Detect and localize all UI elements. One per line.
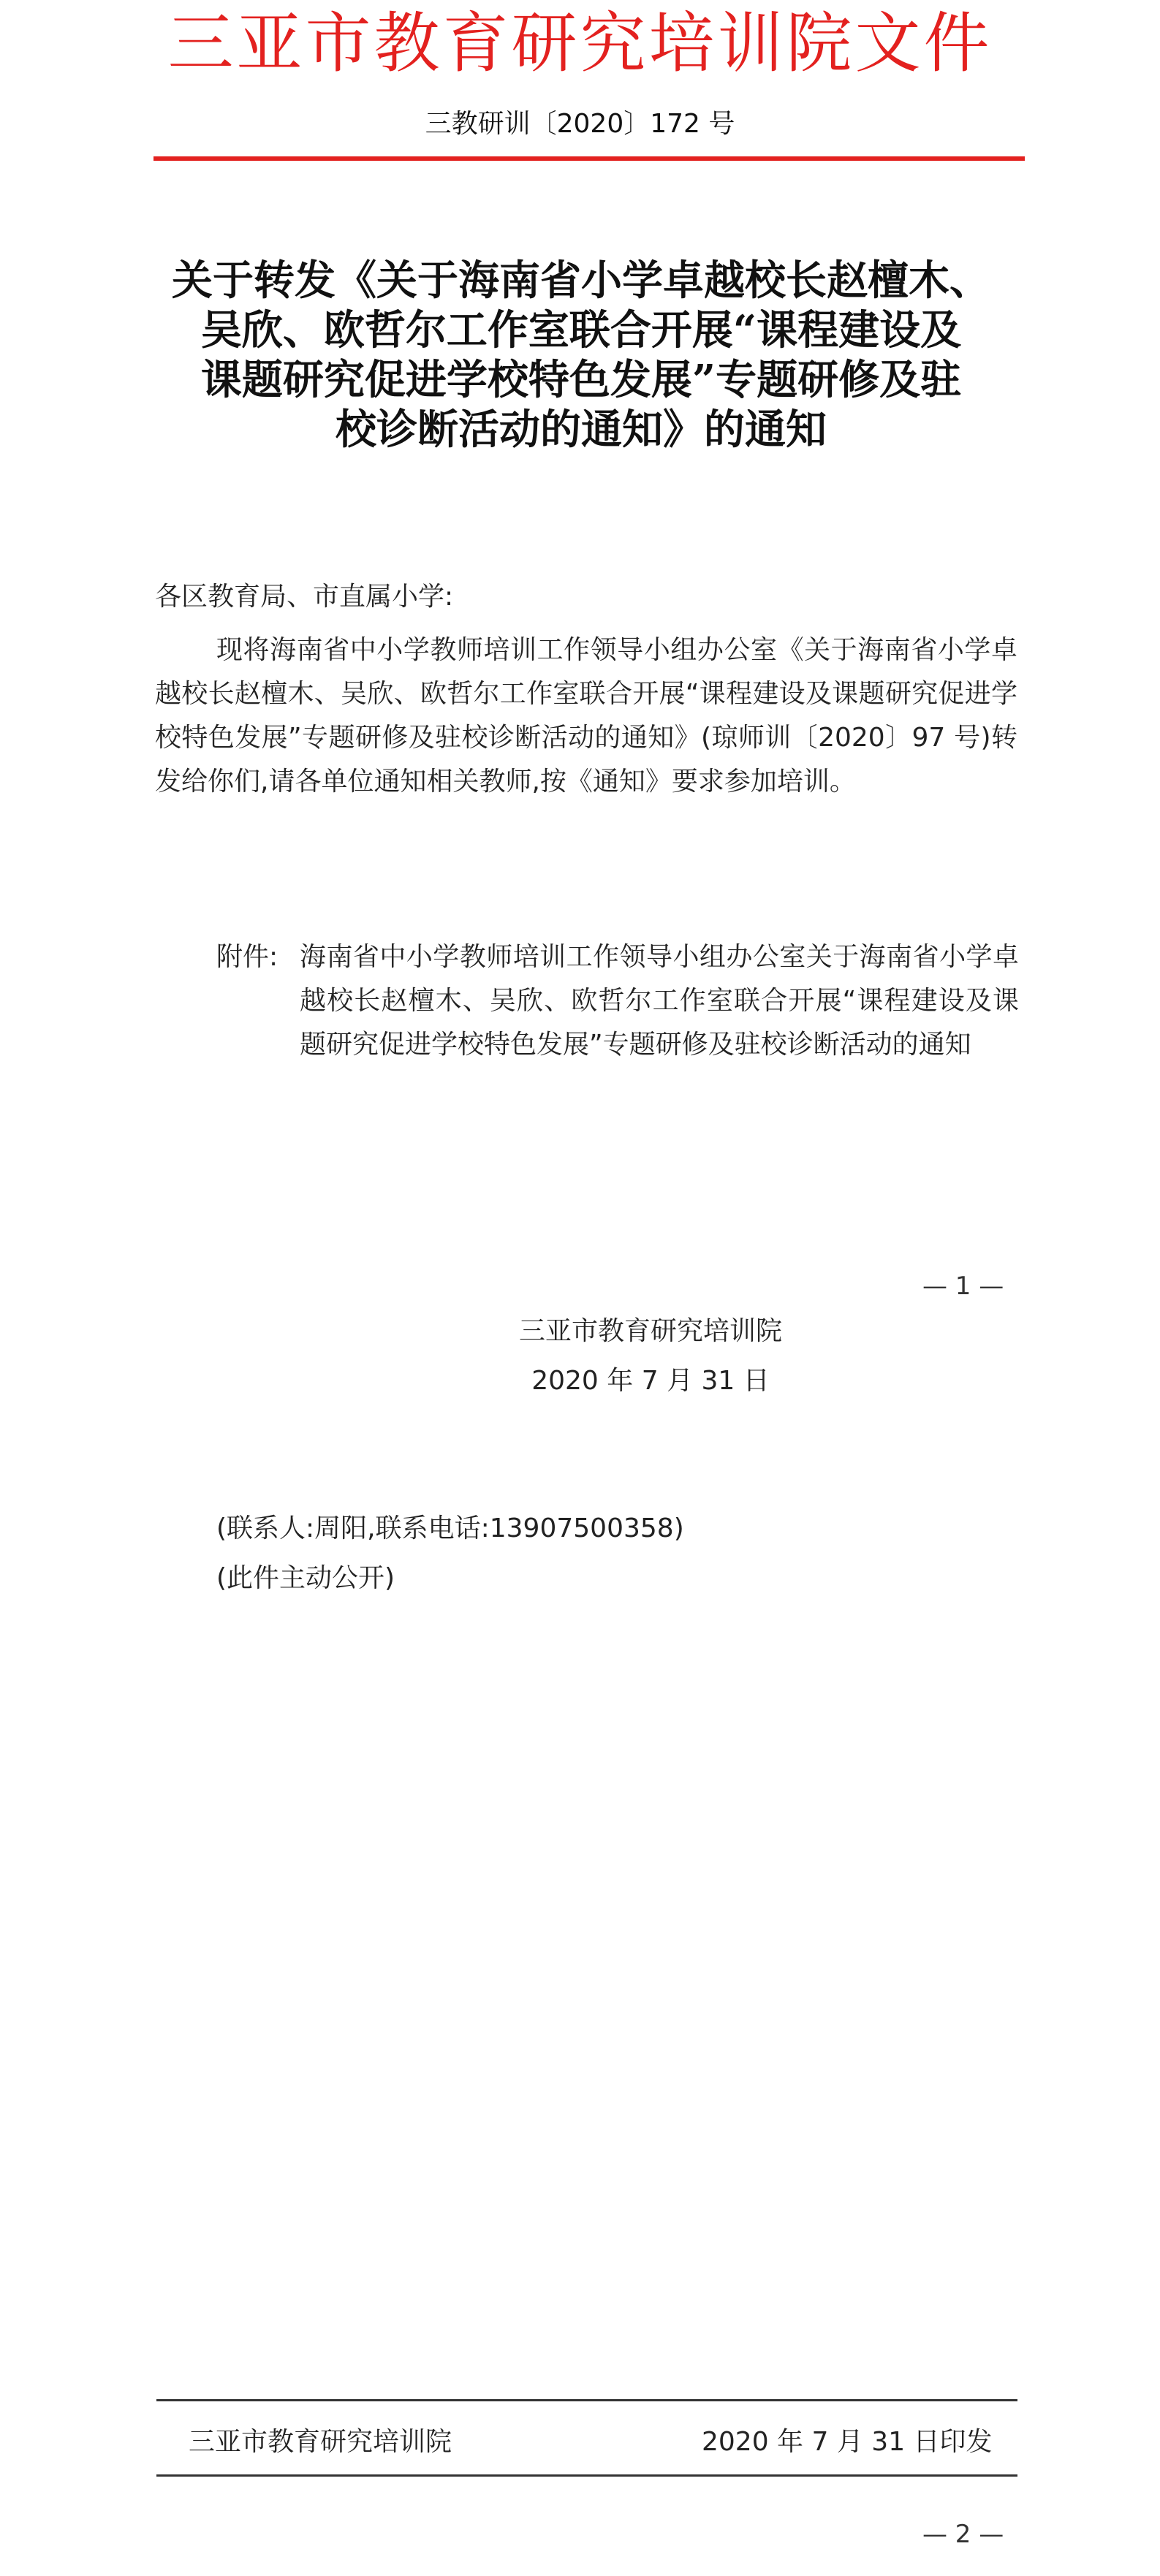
title-line: 吴欣、欧哲尔工作室联合开展“课程建设及 [200, 306, 962, 354]
attachment-label: 附件: [216, 942, 278, 972]
page-number-1: — 1 — [922, 1272, 1004, 1301]
contact-info: (联系人:周阳,联系电话:13907500358) [216, 1513, 684, 1543]
red-separator-line [153, 156, 1025, 161]
document-title [146, 256, 1016, 455]
body-paragraph: 现将海南省中小学教师培训工作领导小组办公室《关于海南省小学卓越校长赵檀木、吴欣、欧哲尔工作室联合开展“课程建设及课题研究促进学校特色发展”专题研修及驻校诊断活动的通知》(琼师训〔2020〕97 号)转发给你们,请各单位通知相关教师,按《通知》要求参加培训。 [155, 635, 1017, 797]
salutation: 各区教育局、市直属小学: [155, 582, 454, 612]
footer-bottom-rule [156, 2474, 1017, 2477]
footer-top-rule [156, 2399, 1017, 2401]
footer-org: 三亚市教育研究培训院 [189, 2427, 452, 2457]
disclosure-note: (此件主动公开) [216, 1563, 395, 1593]
attachment-text: 海南省中小学教师培训工作领导小组办公室关于海南省小学卓越校长赵檀木、吴欣、欧哲尔工作室联合开展“课程建设及课题研究促进学校特色发展”专题研修及驻校诊断活动的通知 [300, 942, 1019, 1060]
title-line: 课题研究促进学校特色发展”专题研修及驻 [200, 356, 962, 404]
footer-issue-date: 2020 年 7 月 31 日印发 [702, 2427, 993, 2457]
signature-org: 三亚市教育研究培训院 [518, 1316, 782, 1346]
signature-date: 2020 年 7 月 31 日 [531, 1366, 770, 1396]
title-line: 校诊断活动的通知》的通知 [336, 406, 827, 454]
masthead-title: 三亚市教育研究培训院文件 [167, 5, 993, 82]
page-number-2: — 2 — [922, 2520, 1004, 2549]
title-line: 关于转发《关于海南省小学卓越校长赵檀木、 [172, 257, 990, 305]
document-number: 三教研训〔2020〕172 号 [425, 109, 735, 139]
